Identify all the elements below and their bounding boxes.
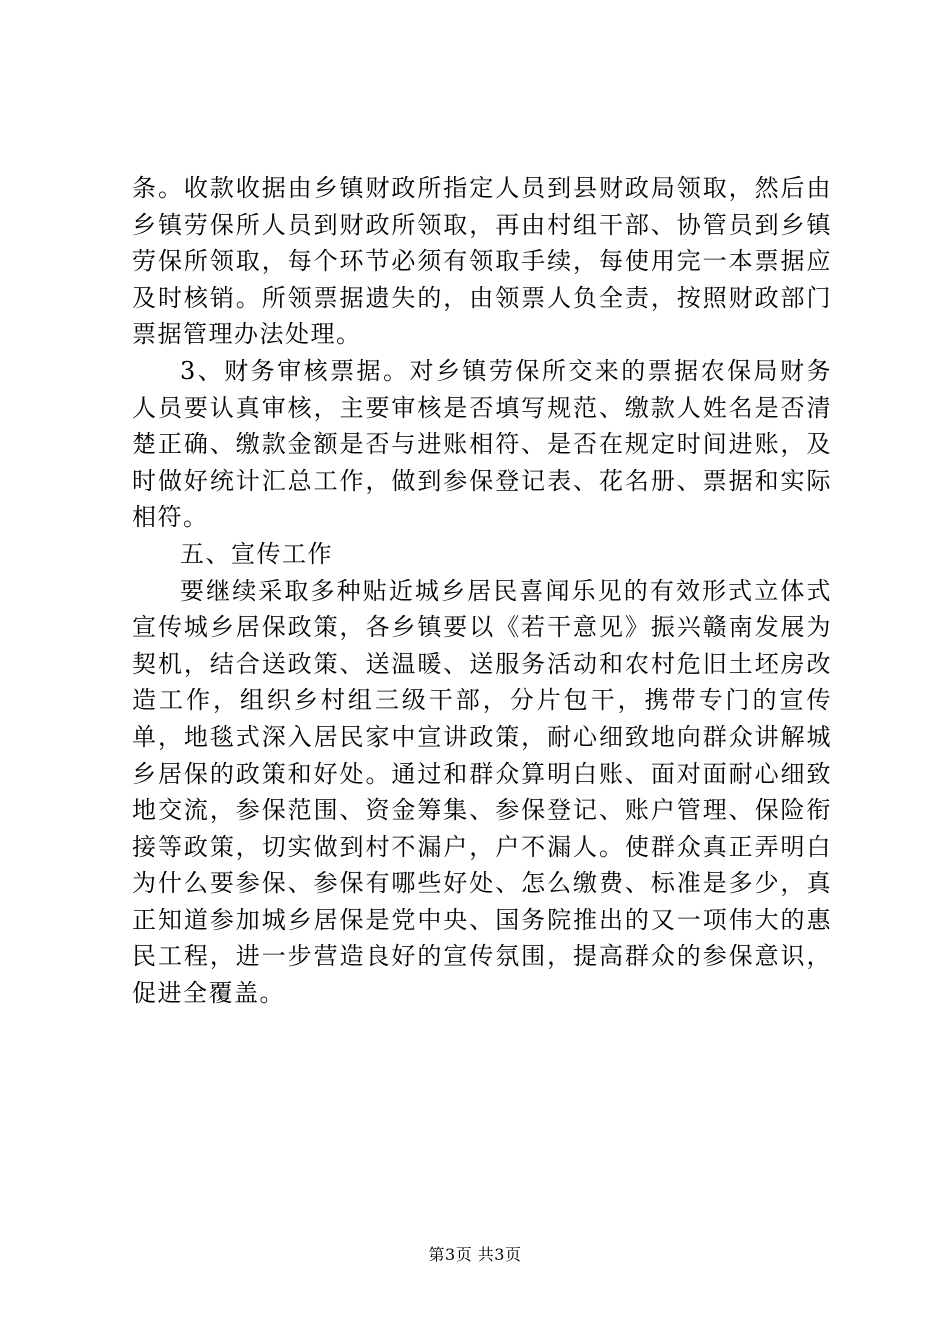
paragraph-receipt-collection: 条。收款收据由乡镇财政所指定人员到县财政局领取，然后由乡镇劳保所人员到财政所领取，再由村组干部、协管员到乡镇劳保所领取，每个环节必须有领取手续，每使用完一本票据应及时核销。所领票据遗失的，由领票人负全责，按照财政部门票据管理办法处理。 <box>132 174 832 349</box>
paragraph-publicity-work: 要继续采取多种贴近城乡居民喜闻乐见的有效形式立体式宣传城乡居保政策，各乡镇要以《若干意见》振兴赣南发展为契机，结合送政策、送温暖、送服务活动和农村危旧土坯房改造工作，组织乡村组三级干部，分片包干，携带专门的宣传单，地毯式深入居民家中宣讲政策，耐心细致地向群众讲解城乡居保的政策和好处。通过和群众算明白账、面对面耐心细致地交流，参保范围、资金筹集、参保登记、账户管理、保险衔接等政策，切实做到村不漏户，户不漏人。使群众真正弄明白为什么要参保、参保有哪些好处、怎么缴费、标准是多少，真正知道参加城乡居保是党中央、国务院推出的又一项伟大的惠民工程，进一步营造良好的宣传氛围，提高群众的参保意识，促进全覆盖。 <box>132 576 832 1008</box>
section-heading-publicity: 五、宣传工作 <box>180 539 333 568</box>
paragraph-financial-audit: 3、财务审核票据。对乡镇劳保所交来的票据农保局财务人员要认真审核，主要审核是否填写规范、缴款人姓名是否清楚正确、缴款金额是否与进账相符、是否在规定时间进账，及时做好统计汇总工作，做到参保登记表、花名册、票据和实际相符。 <box>132 356 832 532</box>
page-footer: 第3页 共3页 <box>428 1245 522 1264</box>
document-body <box>132 170 832 1012</box>
